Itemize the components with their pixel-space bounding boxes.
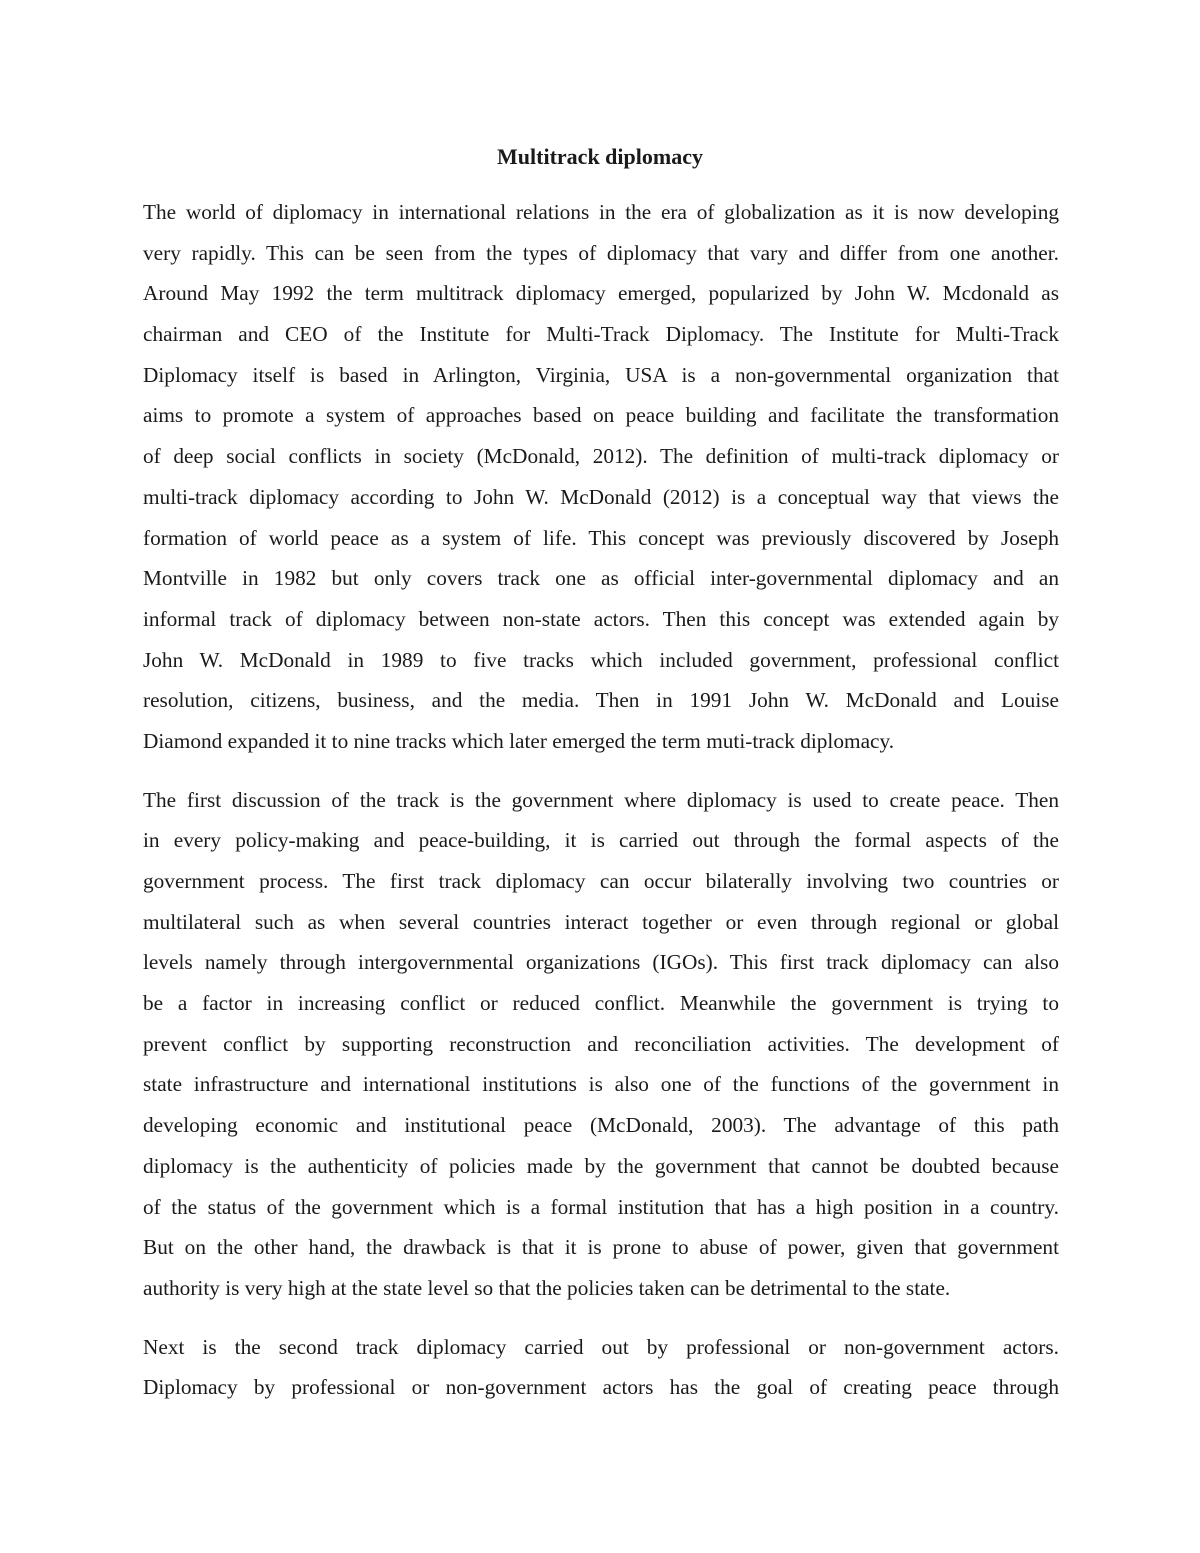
text-line: levels namely through intergovernmental organizations (IGOs). This first track diplomacy can also: [143, 950, 1059, 975]
text-line: diplomacy is the authenticity of policies made by the government that cannot be doubted because: [143, 1153, 1059, 1178]
text-line: state infrastructure and international institutions is also one of the functions of the government in: [143, 1072, 1059, 1097]
text-line: be a factor in increasing conflict or reduced conflict. Meanwhile the government is trying to: [143, 991, 1059, 1016]
text-line: in every policy-making and peace-building, it is carried out through the formal aspects of the: [143, 828, 1059, 853]
document-body: [143, 192, 1059, 1426]
text-line: of deep social conflicts in society (McDonald, 2012). The definition of multi-track diplomacy or: [143, 444, 1059, 469]
text-line: Diamond expanded it to nine tracks which later emerged the term muti-track diplomacy.: [143, 728, 895, 753]
text-line: The first discussion of the track is the government where diplomacy is used to create peace. Then: [143, 787, 1059, 812]
text-line: government process. The first track diplomacy can occur bilaterally involving two countries or: [143, 869, 1059, 893]
text-line: formation of world peace as a system of life. This concept was previously discovered by Joseph: [143, 525, 1059, 550]
paragraph-3: [143, 1327, 1059, 1408]
text-line: very rapidly. This can be seen from the types of diplomacy that vary and differ from one another.: [143, 240, 1059, 265]
text-line: But on the other hand, the drawback is that it is prone to abuse of power, given that government: [143, 1235, 1059, 1260]
text-line: prevent conflict by supporting reconstruction and reconciliation activities. The development of: [143, 1031, 1059, 1056]
paragraph-1: [143, 192, 1059, 762]
text-line: informal track of diplomacy between non-state actors. Then this concept was extended again by: [143, 606, 1059, 631]
document-title: Multitrack diplomacy: [497, 144, 703, 169]
text-line: Next is the second track diplomacy carried out by professional or non-government actors.: [143, 1334, 1059, 1359]
text-line: chairman and CEO of the Institute for Multi-Track Diplomacy. The Institute for Multi-Track: [143, 322, 1059, 347]
text-line: Around May 1992 the term multitrack diplomacy emerged, popularized by John W. Mcdonald as: [143, 281, 1059, 306]
text-line: aims to promote a system of approaches based on peace building and facilitate the transformation: [143, 403, 1059, 428]
text-line: resolution, citizens, business, and the media. Then in 1991 John W. McDonald and Louise: [143, 688, 1059, 713]
text-line: of the status of the government which is a formal institution that has a high position in a country.: [143, 1194, 1059, 1219]
text-line: developing economic and institutional peace (McDonald, 2003). The advantage of this path: [143, 1113, 1059, 1138]
text-line: John W. McDonald in 1989 to five tracks which included government, professional conflict: [143, 647, 1059, 672]
text-line: multilateral such as when several countries interact together or even through regional or global: [143, 909, 1059, 934]
text-line: Diplomacy itself is based in Arlington, Virginia, USA is a non-governmental organization that: [143, 362, 1059, 387]
text-line: authority is very high at the state level so that the policies taken can be detrimental to the state.: [143, 1275, 951, 1300]
paragraph-2: [143, 780, 1059, 1309]
text-line: multi-track diplomacy according to John W. McDonald (2012) is a conceptual way that views the: [143, 484, 1059, 509]
text-line: Montville in 1982 but only covers track one as official inter-governmental diplomacy and an: [143, 566, 1059, 591]
text-line: Diplomacy by professional or non-government actors has the goal of creating peace through: [143, 1375, 1059, 1400]
text-line: The world of diplomacy in international relations in the era of globalization as it is now developing: [143, 200, 1059, 224]
